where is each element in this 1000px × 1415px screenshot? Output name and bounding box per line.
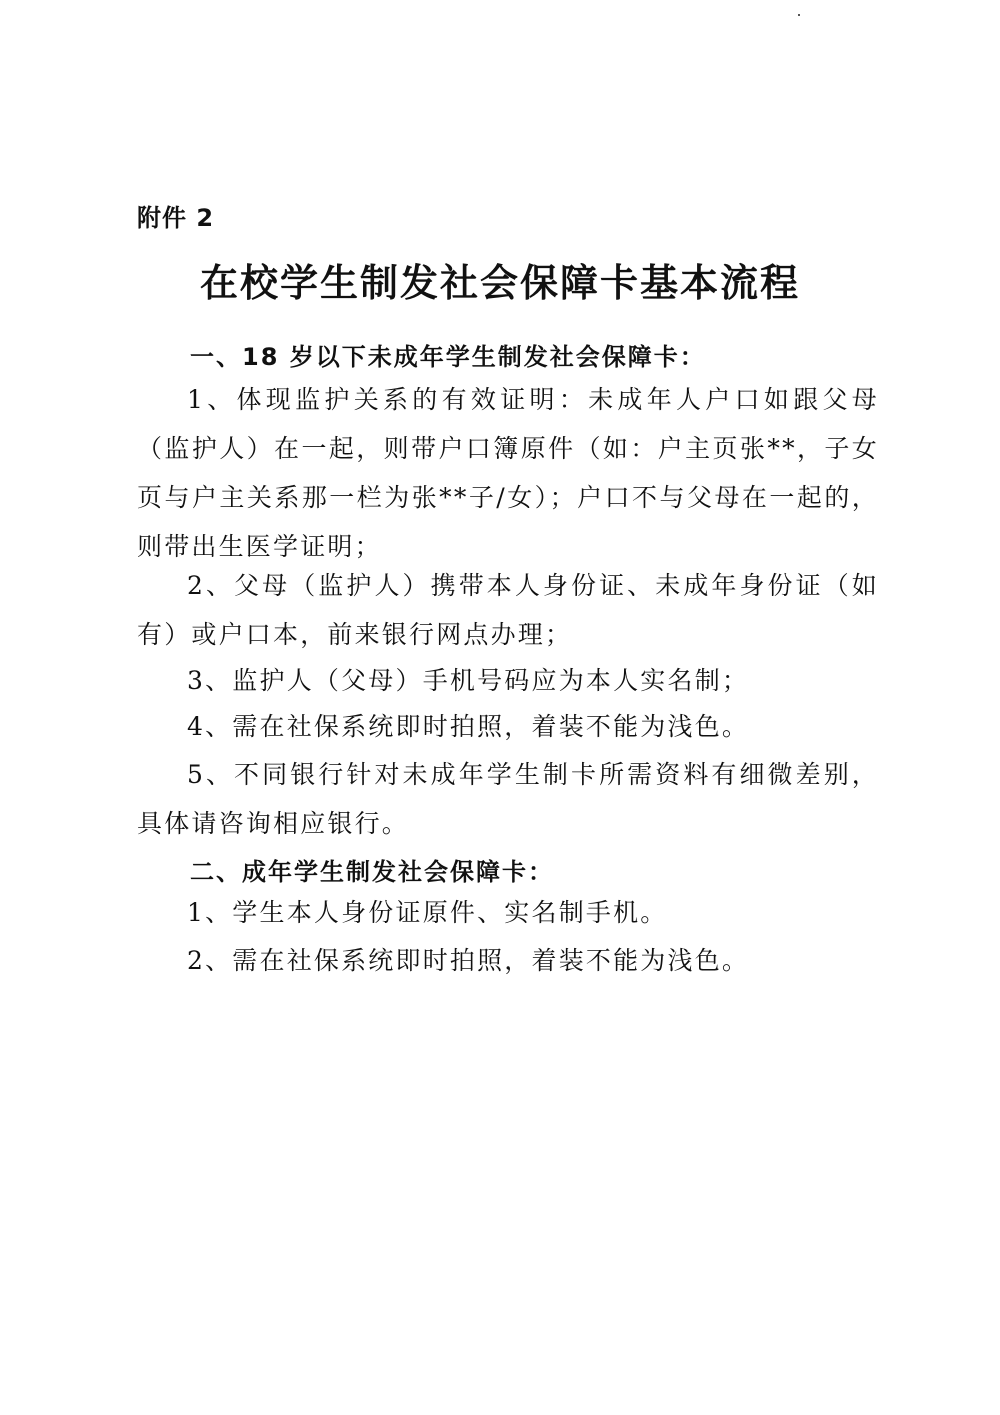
list-item-adult-id-phone: 1、学生本人身份证原件、实名制手机。 <box>187 898 668 927</box>
list-item-adult-photo: 2、需在社保系统即时拍照，着装不能为浅色。 <box>187 946 750 975</box>
document-title: 在校学生制发社会保障卡基本流程 <box>199 260 800 305</box>
list-item-photo-requirement: 4、需在社保系统即时拍照，着装不能为浅色。 <box>187 712 750 741</box>
scan-speck <box>798 14 800 16</box>
list-item-parent-documents: 2、父母（监护人）携带本人身份证、未成年身份证（如有）或户口本，前来银行网点办理； <box>137 571 879 649</box>
list-item-bank-differences: 5、不同银行针对未成年学生制卡所需资料有细微差别，具体请咨询相应银行。 <box>137 760 879 838</box>
list-item-guardian-proof: 1、体现监护关系的有效证明：未成年人户口如跟父母（监护人）在一起，则带户口簿原件（如：户主页张**，子女页与户主关系那一栏为张**子/女）；户口不与父母在一起的，则带出生医学证明； <box>137 385 879 561</box>
section-heading-adult-students: 二、成年学生制发社会保障卡： <box>190 858 554 886</box>
section-heading-minor-students: 一、18 岁以下未成年学生制发社会保障卡： <box>190 343 706 371</box>
attachment-label: 附件 2 <box>137 204 215 232</box>
list-item-guardian-phone: 3、监护人（父母）手机号码应为本人实名制； <box>187 666 750 695</box>
